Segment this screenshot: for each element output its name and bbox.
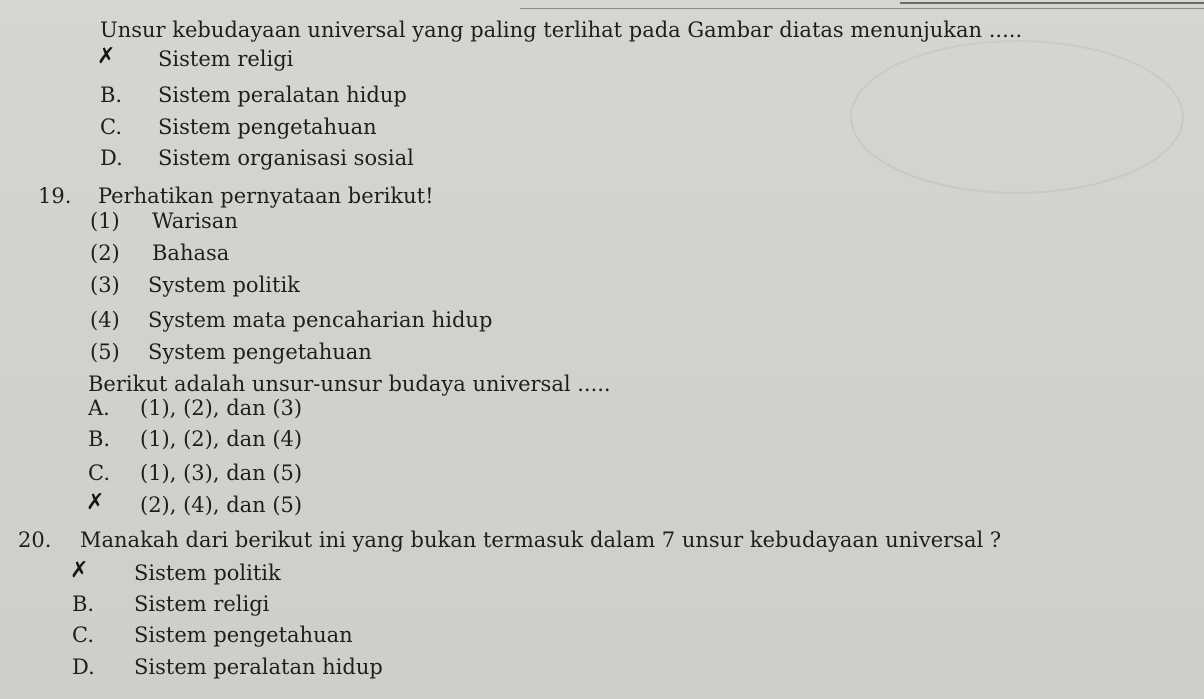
q18-option-d-text: Sistem organisasi sosial xyxy=(158,146,414,170)
q19-number: 19. xyxy=(38,184,72,208)
q19-option-b-letter: B. xyxy=(88,427,111,451)
q20-number: 20. xyxy=(18,528,52,552)
q19-statement-1-text: Warisan xyxy=(152,209,238,233)
top-rule-thin xyxy=(520,8,1204,9)
q19-statement-1-num: (1) xyxy=(90,209,120,233)
q19-option-a-text: (1), (2), dan (3) xyxy=(140,396,303,420)
q19-question: Berikut adalah unsur-unsur budaya universal ..... xyxy=(88,372,611,396)
q19-statement-2-text: Bahasa xyxy=(152,241,230,265)
q18-answer-mark: ✗ xyxy=(97,44,116,69)
q19-statement-4-text: System mata pencaharian hidup xyxy=(148,308,493,332)
q19-statement-3-text: System politik xyxy=(148,273,300,297)
q20-answer-mark: ✗ xyxy=(70,558,89,583)
q20-option-b-text: Sistem religi xyxy=(134,592,270,616)
q19-statement-4-num: (4) xyxy=(90,308,120,332)
q20-option-a-text: Sistem politik xyxy=(134,561,281,585)
q20-option-b-letter: B. xyxy=(72,592,95,616)
q20-option-d-text: Sistem peralatan hidup xyxy=(134,655,383,679)
q19-statement-5-text: System pengetahuan xyxy=(148,340,372,364)
q18-option-d-letter: D. xyxy=(100,146,123,170)
q19-stem: Perhatikan pernyataan berikut! xyxy=(98,184,434,208)
q19-option-c-letter: C. xyxy=(88,461,110,485)
q18-option-b-text: Sistem peralatan hidup xyxy=(158,83,407,107)
q19-option-c-text: (1), (3), dan (5) xyxy=(140,461,303,485)
top-rule xyxy=(900,2,1204,4)
q20-option-d-letter: D. xyxy=(72,655,95,679)
q19-statement-2-num: (2) xyxy=(90,241,120,265)
q18-option-b-letter: B. xyxy=(100,83,123,107)
q20-option-c-text: Sistem pengetahuan xyxy=(134,623,353,647)
q20-option-c-letter: C. xyxy=(72,623,94,647)
q19-option-a-letter: A. xyxy=(88,396,110,420)
q18-option-a-text: Sistem religi xyxy=(158,47,294,71)
q19-statement-5-num: (5) xyxy=(90,340,120,364)
q18-option-c-text: Sistem pengetahuan xyxy=(158,115,377,139)
q18-stem: Unsur kebudayaan universal yang paling terlihat pada Gambar diatas menunjukan ..... xyxy=(100,18,1023,42)
q19-option-b-text: (1), (2), dan (4) xyxy=(140,427,303,451)
q19-answer-mark: ✗ xyxy=(86,490,105,515)
q20-stem: Manakah dari berikut ini yang bukan termasuk dalam 7 unsur kebudayaan universal ? xyxy=(80,528,1002,552)
faint-background-circle xyxy=(850,40,1184,194)
q18-option-c-letter: C. xyxy=(100,115,122,139)
q19-statement-3-num: (3) xyxy=(90,273,120,297)
q19-option-d-text: (2), (4), dan (5) xyxy=(140,493,303,517)
